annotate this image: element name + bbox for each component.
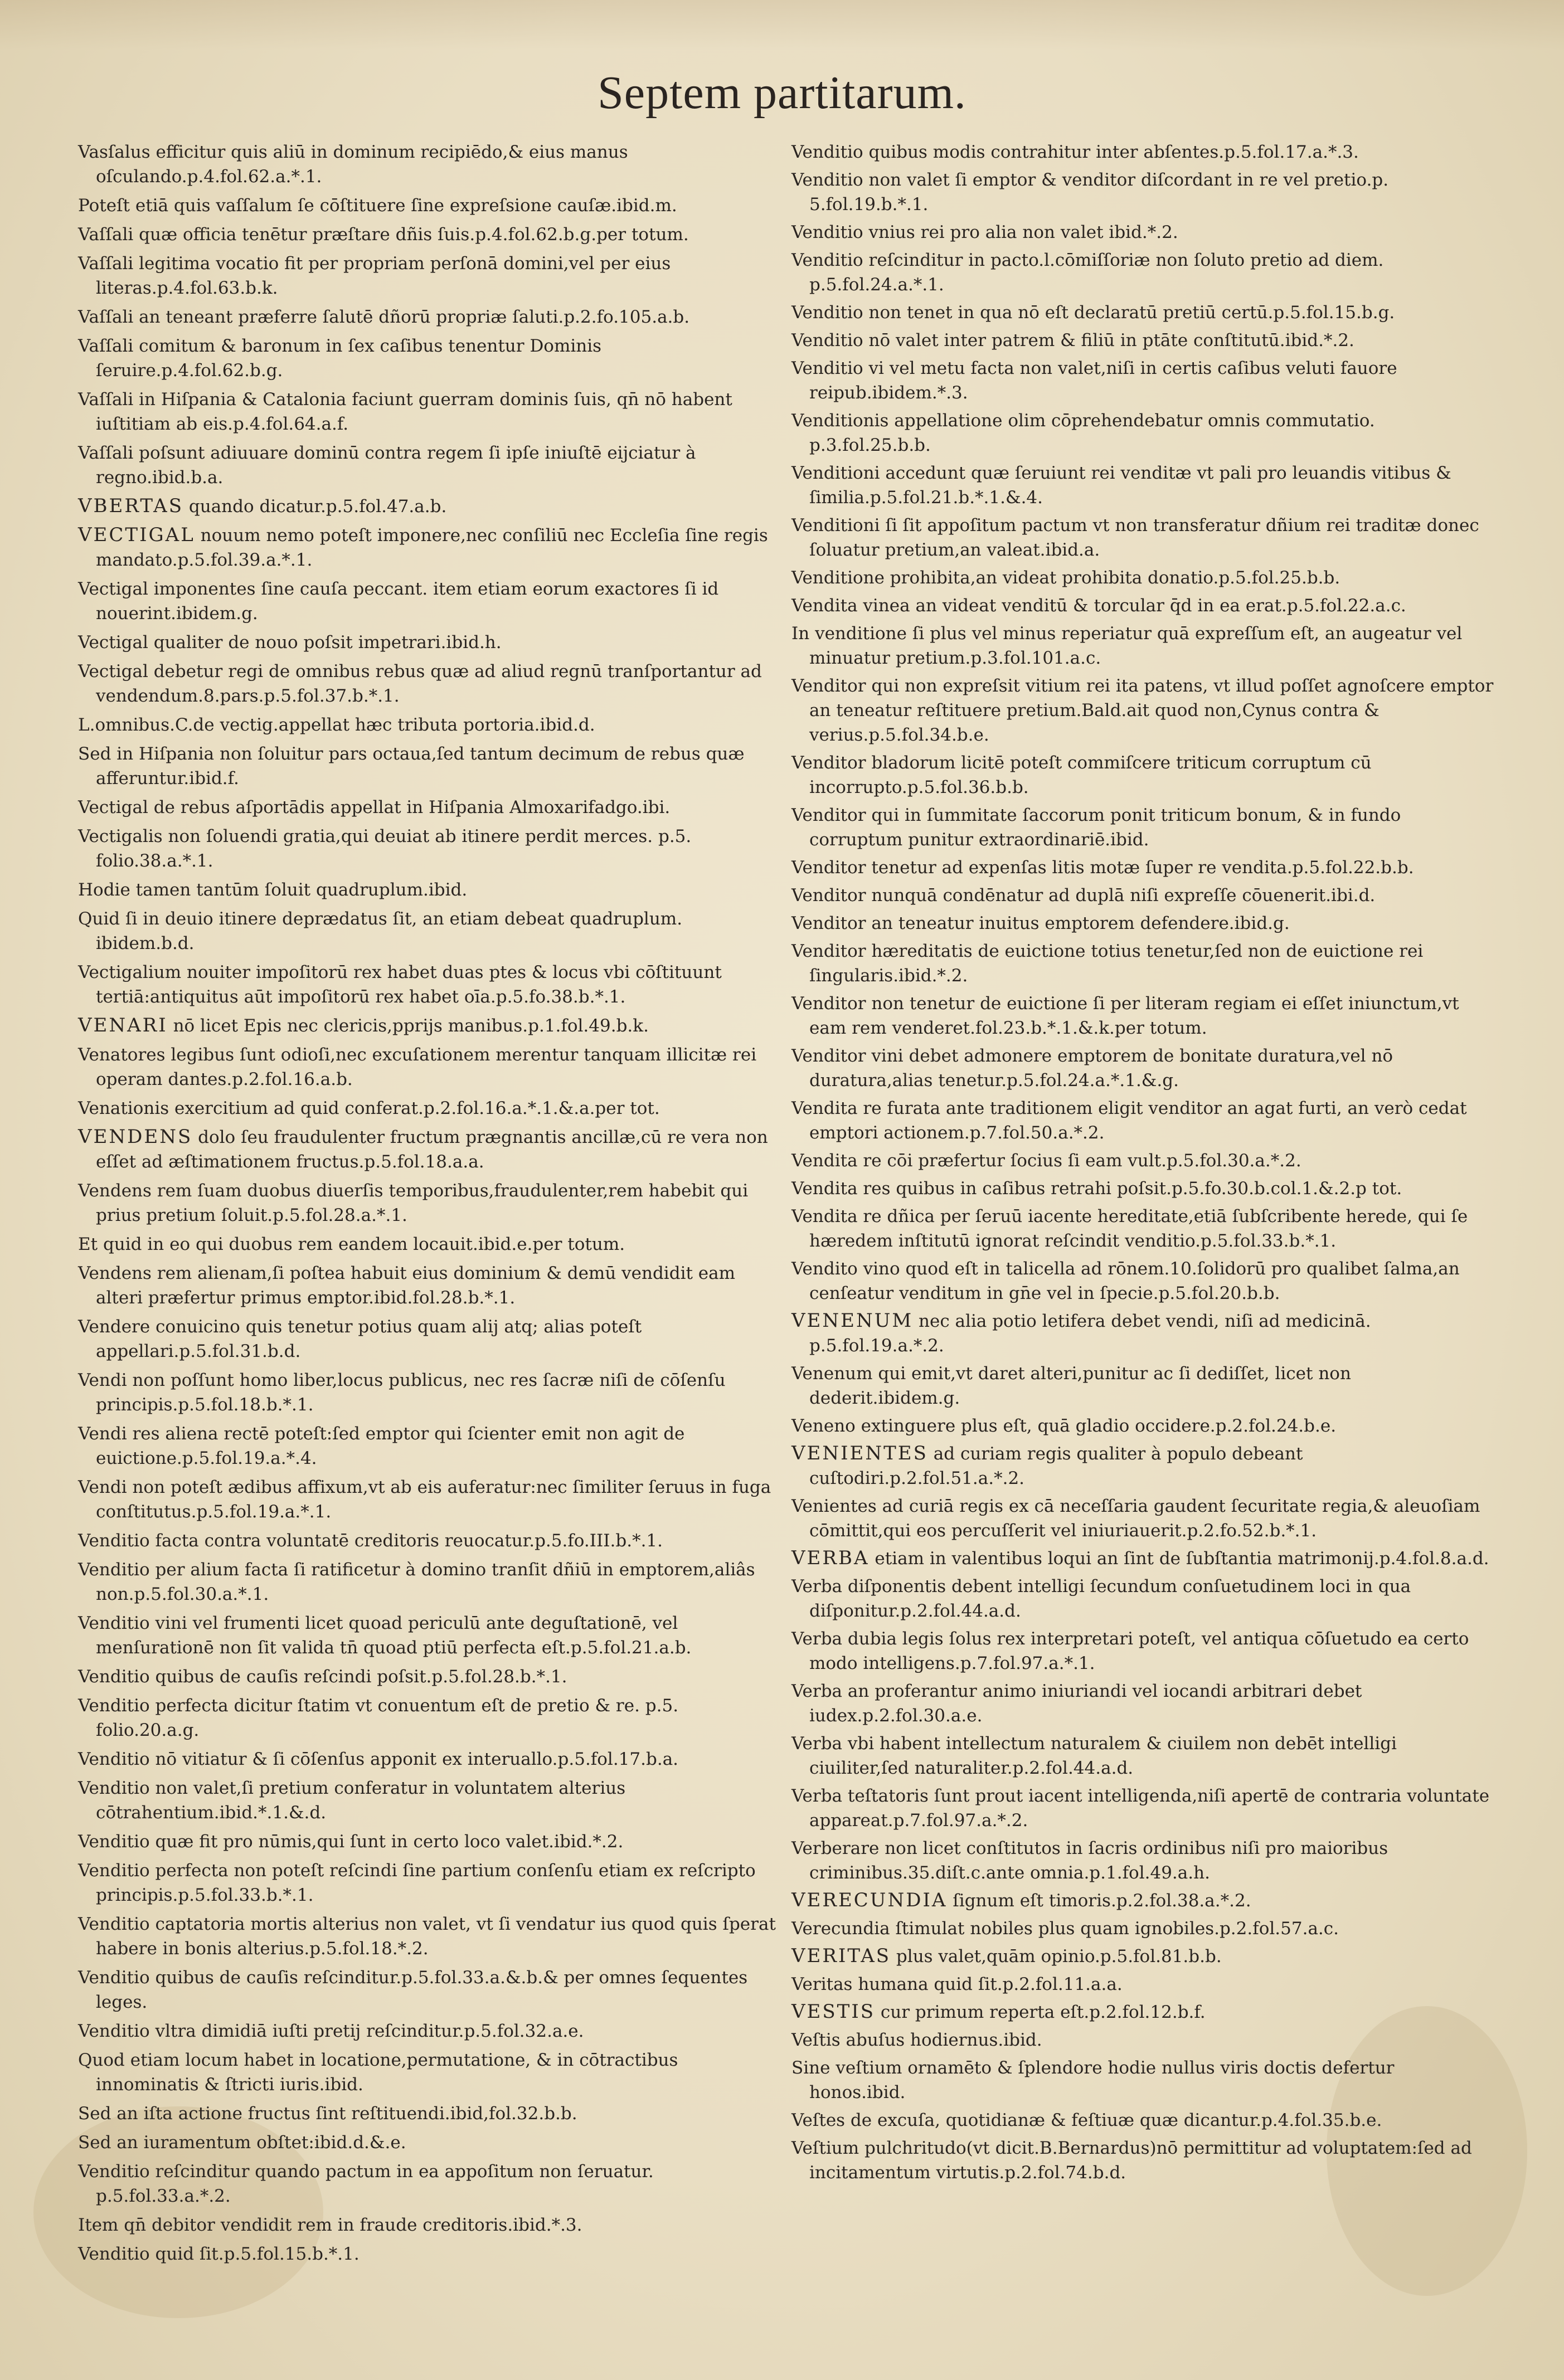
entry-text: Vaſſali comitum & baronum in ſex caſibus tenentur Dominis ſeruire.p.4.fol.62.b.g. <box>78 336 602 381</box>
index-entry <box>78 1664 786 1689</box>
index-entry <box>78 630 786 655</box>
entry-text: Venditio vnius rei pro alia non valet ibid.*.2. <box>791 222 1178 242</box>
index-entry <box>791 855 1494 880</box>
entry-text: Venditio reſcinditur in pacto.l.cōmiſſoriæ non ſoluto pretio ad diem. p.5.fol.24.a.*.1. <box>791 250 1384 295</box>
entry-text: Vendi non poſſunt homo liber,locus publicus, nec res ſacræ niſi de cōſenſu principis.p.5.fol.18.b.*.1. <box>78 1370 726 1415</box>
entry-headword: VERBA <box>791 1547 870 1569</box>
entry-text: Veritas humana quid ſit.p.2.fol.11.a.a. <box>791 1974 1123 1994</box>
entry-text: Veneno extinguere plus eſt, quā gladio occidere.p.2.fol.24.b.e. <box>791 1416 1337 1436</box>
index-entry <box>78 1178 786 1228</box>
index-entry <box>78 659 786 708</box>
right-column <box>791 139 1494 2188</box>
index-entry <box>791 911 1494 936</box>
index-entry <box>791 1626 1494 1676</box>
running-header: Septem partitarum. <box>598 67 966 119</box>
index-entry <box>791 328 1494 353</box>
index-entry <box>791 513 1494 562</box>
entry-text: Verecundia ſtimulat nobiles plus quam ignobiles.p.2.fol.57.a.c. <box>791 1919 1339 1939</box>
entry-text: In venditione ſi plus vel minus reperiatur quā expreſſum eſt, an augeatur vel minuatur pretium.p.3.fol.101.a.c. <box>791 624 1463 668</box>
index-entry <box>78 523 786 572</box>
entry-text: Venditio non valet ſi emptor & venditor diſcordant in re vel pretio.p. 5.fol.19.b.*.1. <box>791 170 1389 215</box>
index-entry <box>791 1678 1494 1728</box>
index-entry <box>78 1232 786 1257</box>
index-entry <box>78 576 786 626</box>
index-entry <box>791 247 1494 297</box>
entry-text: nouum nemo poteſt imponere,nec conſiliū nec Eccleſia ſine regis mandato.p.5.fol.39.a.*.1. <box>96 525 768 570</box>
index-entry <box>791 593 1494 618</box>
entry-text: Venditio nō vitiatur & ſi cōſenſus apponit ex interuallo.p.5.fol.17.b.a. <box>78 1749 679 1769</box>
entry-text: etiam in valentibus loqui an ſint de ſubſtantia matrimonij.p.4.fol.8.a.d. <box>869 1549 1489 1569</box>
entry-headword: VENIENTES <box>791 1442 928 1464</box>
entry-text: Venditor hæreditatis de euictione totius tenetur,ſed non de euictione rei ſingularis.ibid.*.2. <box>791 941 1424 986</box>
index-entry <box>791 1944 1494 1969</box>
entry-text: Vectigalis non ſoluendi gratia,qui deuiat ab itinere perdit merces. p.5. folio.38.a.*.1. <box>78 826 692 871</box>
index-entry <box>78 494 786 519</box>
entry-text: Verba dubia legis ſolus rex interpretari poteſt, vel antiqua cōſuetudo ea certo modo intelligens.p.7.fol.97.a.*.1. <box>791 1629 1469 1673</box>
entry-text: Sed in Hiſpania non ſoluitur pars octaua,ſed tantum decimum de rebus quæ afferuntur.ibid.f. <box>78 744 745 789</box>
entry-text: Venditio vi vel metu facta non valet,niſi in certis caſibus veluti fauore reipub.ibidem.*.3. <box>791 358 1397 403</box>
entry-text: Venditor qui non expreſsit vitium rei ita patens, vt illud poſſet agnoſcere emptor an teneatur reſtituere pretium.Bald.ait quod non,Cynus contra & verius.p.5.fol.34.b.e. <box>791 676 1494 745</box>
index-entry <box>78 1096 786 1121</box>
index-entry <box>78 1474 786 1524</box>
index-entry <box>791 167 1494 217</box>
entry-text: Vendens rem ſuam duobus diuerſis temporibus,fraudulenter,rem habebit qui prius pretium ſoluit.p.5.fol.28.a.*.1. <box>78 1181 749 1225</box>
index-entry <box>78 2159 786 2208</box>
index-entry <box>78 1013 786 1038</box>
index-entry <box>791 1916 1494 1941</box>
entry-text: Item qn̄ debitor vendidit rem in fraude creditoris.ibid.*.3. <box>78 2215 582 2235</box>
entry-text: Quid ſi in deuio itinere deprædatus ſit, an etiam debeat quadruplum. ibidem.b.d. <box>78 909 683 953</box>
entry-headword: VBERTAS <box>78 495 184 517</box>
entry-text: Venientes ad curiā regis ex cā neceſſaria gaudent ſecuritate regia,& aleuoſiam cōmittit,qui eos percuſſerit vel iniuriauerit.p.2.fo.52.b.*.1. <box>791 1496 1480 1541</box>
index-entry <box>791 883 1494 908</box>
entry-text: Vaſſali an teneant præferre ſalutē dñorū propriæ ſaluti.p.2.fo.105.a.b. <box>78 307 690 327</box>
index-entry <box>791 1043 1494 1093</box>
index-entry <box>78 712 786 737</box>
entry-text: Vendita re dñica per ſeruū iacente hereditate,etiā ſubſcribente herede, qui ſe hæredem inſtitutū ignorat reſcindit venditio.p.5.fol.33.b.*.1. <box>791 1206 1468 1251</box>
index-entry <box>78 1911 786 1961</box>
entry-text: Venditioni ſi ſit appoſitum pactum vt non transferatur dñium rei traditæ donec ſoluatur pretium,an valeat.ibid.a. <box>791 515 1479 560</box>
entry-text: Venditor an teneatur inuitus emptorem defendere.ibid.g. <box>791 913 1290 933</box>
index-entry <box>78 1693 786 1743</box>
entry-text: Vectigal de rebus aſportādis appellat in Hiſpania Almoxarifadgo.ibi. <box>78 797 671 817</box>
entry-text: Vaſſali poſsunt adiuuare dominū contra regem ſi ipſe iniuſtē eijciatur à regno.ibid.b.a. <box>78 443 696 488</box>
index-entry <box>791 2027 1494 2052</box>
entry-text: Verberare non licet conſtitutos in ſacris ordinibus niſi pro maioribus criminibus.35.diſt.c.ante omnia.p.1.fol.49.a.h. <box>791 1838 1388 1883</box>
entry-headword: VERITAS <box>791 1945 891 1967</box>
entry-text: Vendita re furata ante traditionem eligit venditor an agat furti, an verò cedat emptori actionem.p.7.fol.50.a.*.2. <box>791 1098 1467 1143</box>
index-entry <box>791 300 1494 325</box>
index-entry <box>78 2130 786 2155</box>
index-entry <box>78 1610 786 1660</box>
entry-text: Venditor non tenetur de euictione ſi per literam regiam ei eſſet iniunctum,vt eam rem venderet.fol.23.b.*.1.&.k.per totum. <box>791 994 1459 1038</box>
index-entry <box>791 460 1494 510</box>
entry-text: Venditio captatoria mortis alterius non valet, vt ſi vendatur ius quod quis ſperat habere in bonis alterius.p.5.fol.18.*.2. <box>78 1914 776 1959</box>
index-entry <box>791 991 1494 1040</box>
index-entry <box>791 1413 1494 1438</box>
entry-text: Venationis exercitium ad quid conferat.p.2.fol.16.a.*.1.&.a.per tot. <box>78 1098 660 1118</box>
entry-text: Vectigal qualiter de nouo poſsit impetrari.ibid.h. <box>78 632 502 653</box>
entry-text: Venditor vini debet admonere emptorem de bonitate duratura,vel nō duratura,alias tenetur.p.5.fol.24.a.*.1.&.g. <box>791 1046 1393 1091</box>
index-entry <box>791 139 1494 164</box>
entry-text: Venditio facta contra voluntatē creditoris reuocatur.p.5.fo.III.b.*.1. <box>78 1531 663 1551</box>
entry-text: Verba vbi habent intellectum naturalem & ciuilem non debēt intelligi ciuiliter,ſed naturaliter.p.2.fol.44.a.d. <box>791 1734 1397 1778</box>
entry-text: Venditio vltra dimidiā iuſti pretij reſcinditur.p.5.fol.32.a.e. <box>78 2021 584 2041</box>
index-entry <box>791 1731 1494 1780</box>
entry-text: L.omnibus.C.de vectig.appellat hæc tributa portoria.ibid.d. <box>78 715 595 735</box>
index-entry <box>78 1314 786 1364</box>
index-entry <box>791 1546 1494 1571</box>
index-entry <box>78 906 786 956</box>
index-entry <box>791 621 1494 670</box>
entry-text: Venditor qui in ſummitate ſaccorum ponit triticum bonum, & in fundo corruptum punitur extraordinariē.ibid. <box>791 805 1401 850</box>
entry-text: Venditio non tenet in qua nō eſt declaratū pretiū certū.p.5.fol.15.b.g. <box>791 303 1395 323</box>
entry-text: dolo ſeu fraudulenter fructum prægnantis ancillæ,cū re vera non eſſet ad æſtimationem fructus.p.5.fol.18.a.a. <box>96 1127 768 1172</box>
index-entry <box>791 1999 1494 2024</box>
entry-text: Venenum qui emit,vt daret alteri,punitur ac ſi dediſſet, licet non dederit.ibidem.g. <box>791 1364 1351 1408</box>
entry-text: plus valet,quām opinio.p.5.fol.81.b.b. <box>891 1946 1222 1967</box>
index-entry <box>78 440 786 490</box>
index-entry <box>78 1965 786 2014</box>
entry-text: Venditio nō valet inter patrem & filiū in ptāte conſtitutū.ibid.*.2. <box>791 330 1354 351</box>
entry-text: Vaſſali quæ officia tenētur præſtare dñis ſuis.p.4.fol.62.b.g.per totum. <box>78 225 689 245</box>
entry-headword: VENARI <box>78 1014 168 1036</box>
entry-text: Venditor bladorum licitē poteſt commiſcere triticum corruptum cū incorrupto.p.5.fol.36.b.b. <box>791 753 1372 797</box>
entry-text: Venditio vini vel frumenti licet quoad periculū ante deguſtationē, vel menſurationē non ſit valida tn̄ quoad ptiū perfecta eſt.p.5.fol.21.a.b. <box>78 1613 692 1658</box>
entry-text: Vectigal debetur regi de omnibus rebus quæ ad aliud regnū tranſportantur ad vendendum.8.pars.p.5.fol.37.b.*.1. <box>78 661 762 706</box>
entry-headword: VENENUM <box>791 1310 914 1332</box>
index-entry <box>791 1888 1494 1913</box>
entry-text: Vendi res aliena rectē poteſt:ſed emptor qui ſcienter emit non agit de euictione.p.5.fol.19.a.*.4. <box>78 1424 685 1468</box>
entry-text: Venditio quid ſit.p.5.fol.15.b.*.1. <box>78 2244 360 2264</box>
entry-text: Veſtis abuſus hodiernus.ibid. <box>791 2030 1042 2050</box>
entry-text: Verba teſtatoris ſunt prout iacent intelligenda,niſi apertē de contraria voluntate appareat.p.7.fol.97.a.*.2. <box>791 1786 1490 1831</box>
index-entry <box>791 1308 1494 1358</box>
entry-text: Quod etiam locum habet in locatione,permutatione, & in cōtractibus innominatis & ſtricti iuris.ibid. <box>78 2050 678 2095</box>
left-column <box>78 139 786 2270</box>
entry-text: nec alia potio letifera debet vendi, niſi ad medicinā. p.5.fol.19.a.*.2. <box>809 1311 1371 1356</box>
entry-text: Venditio quibus de cauſis reſcindi poſsit.p.5.fol.28.b.*.1. <box>78 1667 567 1687</box>
index-entry <box>791 1574 1494 1623</box>
entry-text: Vendito vino quod eſt in talicella ad rōnem.10.ſolidorū pro qualibet ſalma,an cenſeatur venditum in gn̄e vel in ſpecie.p.5.fol.20.b.b. <box>791 1259 1460 1303</box>
entry-text: Vendita re cōi præfertur ſocius ſi eam vult.p.5.fol.30.a.*.2. <box>791 1151 1301 1171</box>
index-entry <box>78 1421 786 1471</box>
index-entry <box>78 960 786 1009</box>
index-entry <box>791 2135 1494 2185</box>
index-entry <box>78 2047 786 2097</box>
index-entry <box>791 673 1494 747</box>
index-entry <box>78 1260 786 1310</box>
index-entry <box>78 877 786 902</box>
entry-text: Vectigalium nouiter impoſitorū rex habet duas ptes & locus vbi cōſtituunt tertiā:antiquitus aūt impoſitorū rex habet oīa.p.5.fo.38.b.*.1. <box>78 962 722 1007</box>
entry-text: Vendens rem alienam,ſi poſtea habuit eius dominium & demū vendidit eam alteri præfertur primus emptor.ibid.fol.28.b.*.1. <box>78 1263 736 1308</box>
index-entry <box>78 2101 786 2126</box>
entry-text: Vendita res quibus in caſibus retrahi poſsit.p.5.fo.30.b.col.1.&.2.p tot. <box>791 1179 1402 1199</box>
entry-headword: VERECUNDIA <box>791 1889 948 1911</box>
entry-text: Venditio non valet,ſi pretium conferatur in voluntatem alterius cōtrahentium.ibid.*.1.&.d. <box>78 1778 626 1823</box>
entry-text: Venditioni accedunt quæ ſeruiunt rei venditæ vt pali pro leuandis vitibus & ſimilia.p.5.fol.21.b.*.1.&.4. <box>791 463 1451 508</box>
index-entry <box>78 1829 786 1854</box>
index-entry <box>791 1441 1494 1491</box>
index-entry <box>78 222 786 247</box>
entry-text: Veſtes de excuſa, quotidianæ & feſtiuæ quæ dicantur.p.4.fol.35.b.e. <box>791 2110 1382 2130</box>
entry-text: Venatores legibus ſunt odioſi,nec excuſationem merentur tanquam illicitæ rei operam dantes.p.2.fol.16.a.b. <box>78 1045 757 1089</box>
entry-text: Sed an iuramentum obſtet:ibid.d.&.e. <box>78 2133 406 2153</box>
index-entry <box>78 795 786 820</box>
entry-text: Venditio quibus de cauſis reſcinditur.p.5.fol.33.a.&.b.& per omnes ſequentes leges. <box>78 1968 748 2012</box>
index-entry <box>791 1493 1494 1543</box>
entry-text: nō licet Epis nec clericis,pprijs manibus.p.1.fol.49.b.k. <box>167 1016 649 1036</box>
entry-text: Verba diſponentis debent intelligi ſecundum conſuetudinem loci in qua diſponitur.p.2.fol.44.a.d. <box>791 1576 1411 1621</box>
index-entry <box>78 824 786 873</box>
index-entry <box>78 2018 786 2043</box>
entry-headword: VECTIGAL <box>78 524 195 546</box>
index-entry <box>791 1204 1494 1253</box>
index-entry <box>78 2212 786 2237</box>
index-entry <box>78 1042 786 1092</box>
index-entry <box>78 1367 786 1417</box>
entry-text: Et quid in eo qui duobus rem eandem locauit.ibid.e.per totum. <box>78 1234 625 1254</box>
entry-text: Venditio quibus modis contrahitur inter abſentes.p.5.fol.17.a.*.3. <box>791 142 1359 162</box>
entry-text: Venditio perfecta non poteſt reſcindi ſine partium conſenſu etiam ex reſcripto principis.p.5.fol.33.b.*.1. <box>78 1861 756 1905</box>
entry-text: Vaſſali legitima vocatio fit per propriam perſonā domini,vel per eius literas.p.4.fol.63.b.k. <box>78 254 671 298</box>
index-entry <box>791 802 1494 852</box>
index-entry <box>78 387 786 436</box>
entry-text: Sine veſtium ornamēto & ſplendore hodie nullus viris doctis defertur honos.ibid. <box>791 2058 1395 2102</box>
entry-text: Poteſt etiā quis vaſſalum ſe cōſtituere ſine expreſsione cauſæ.ibid.m. <box>78 196 677 216</box>
index-entry <box>791 938 1494 988</box>
index-entry <box>791 1256 1494 1306</box>
entry-text: Vectigal imponentes ſine cauſa peccant. item etiam eorum exactores ſi id nouerint.ibidem.g. <box>78 579 719 624</box>
entry-text: cur primum reperta eſt.p.2.fol.12.b.f. <box>875 2002 1206 2022</box>
index-entry <box>78 1746 786 1771</box>
entry-text: Verba an proferantur animo iniuriandi vel iocandi arbitrari debet iudex.p.2.fol.30.a.e. <box>791 1681 1362 1726</box>
entry-text: Vendita vinea an videat venditū & torcular q̄d in ea erat.p.5.fol.22.a.c. <box>791 596 1406 616</box>
index-entry <box>78 1528 786 1553</box>
entry-headword: VESTIS <box>791 2001 876 2023</box>
entry-text: Venditionis appellatione olim cōprehendebatur omnis commutatio. p.3.fol.25.b.b. <box>791 411 1375 455</box>
entry-text: Vaſſali in Hiſpania & Catalonia faciunt guerram dominis ſuis, qn̄ nō habent iuſtitiam ab eis.p.4.fol.64.a.f. <box>78 390 732 434</box>
index-entry <box>791 750 1494 800</box>
entry-text: ſignum eſt timoris.p.2.fol.38.a.*.2. <box>947 1891 1251 1911</box>
index-entry <box>791 2108 1494 2133</box>
index-entry <box>78 741 786 791</box>
index-entry <box>78 1775 786 1825</box>
index-entry <box>78 251 786 300</box>
entry-text: Vendi non poteſt ædibus affixum,vt ab eis auferatur:nec ſimiliter ſeruus in fuga conſtitutus.p.5.fol.19.a.*.1. <box>78 1477 771 1522</box>
entry-text: Venditione prohibita,an videat prohibita donatio.p.5.fol.25.b.b. <box>791 568 1340 588</box>
entry-text: Venditio per alium facta ſi ratificetur à domino tranſit dñiū in emptorem,aliâs non.p.5.fol.30.a.*.1. <box>78 1560 755 1604</box>
index-entry <box>791 1836 1494 1885</box>
entry-text: Venditor nunquā condēnatur ad duplā niſi expreſſe cōuenerit.ibi.d. <box>791 885 1376 906</box>
entry-text: ad curiam regis qualiter à populo debeant cuſtodiri.p.2.fol.51.a.*.2. <box>809 1444 1303 1488</box>
entry-text: quando dicatur.p.5.fol.47.a.b. <box>183 497 447 517</box>
entry-text: Venditio perfecta dicitur ſtatim vt conuentum eſt de pretio & re. p.5. folio.20.a.g. <box>78 1696 679 1740</box>
index-entry <box>791 1361 1494 1410</box>
entry-text: Veſtium pulchritudo(vt dicit.B.Bernardus)nō permittitur ad voluptatem:ſed ad incitamentum virtutis.p.2.fol.74.b.d. <box>791 2138 1472 2183</box>
index-entry <box>791 2055 1494 2105</box>
index-entry <box>78 193 786 218</box>
index-entry <box>78 2241 786 2266</box>
index-entry <box>791 1176 1494 1201</box>
entry-text: Venditio reſcinditur quando pactum in ea appoſitum non ſeruatur. p.5.fol.33.a.*.2. <box>78 2162 654 2206</box>
entry-text: Venditor tenetur ad expenſas litis motæ ſuper re vendita.p.5.fol.22.b.b. <box>791 858 1414 878</box>
entry-text: Vasſalus efficitur quis aliū in dominum recipiēdo,& eius manus oſculando.p.4.fol.62.a.*.1. <box>78 142 628 187</box>
index-entry <box>78 333 786 383</box>
index-entry <box>791 356 1494 405</box>
entry-text: Sed an iſta actione fructus ſint reſtituendi.ibid,fol.32.b.b. <box>78 2104 577 2124</box>
index-entry <box>78 139 786 189</box>
index-entry <box>791 1783 1494 1833</box>
index-entry <box>78 1125 786 1174</box>
index-entry <box>791 1148 1494 1173</box>
index-entry <box>791 565 1494 590</box>
index-entry <box>791 1972 1494 1997</box>
index-entry <box>78 1557 786 1607</box>
index-entry <box>78 1858 786 1907</box>
entry-headword: VENDENS <box>78 1126 193 1148</box>
index-entry <box>791 220 1494 245</box>
index-entry <box>791 1096 1494 1145</box>
entry-text: Vendere conuicino quis tenetur potius quam alij atq; alias poteſt appellari.p.5.fol.31.b.d. <box>78 1317 642 1361</box>
entry-text: Hodie tamen tantūm ſoluit quadruplum.ibid. <box>78 880 468 900</box>
index-entry <box>791 408 1494 457</box>
index-entry <box>78 304 786 329</box>
page-edge-stain <box>0 0 1564 50</box>
entry-text: Venditio quæ fit pro nūmis,qui ſunt in certo loco valet.ibid.*.2. <box>78 1832 624 1852</box>
